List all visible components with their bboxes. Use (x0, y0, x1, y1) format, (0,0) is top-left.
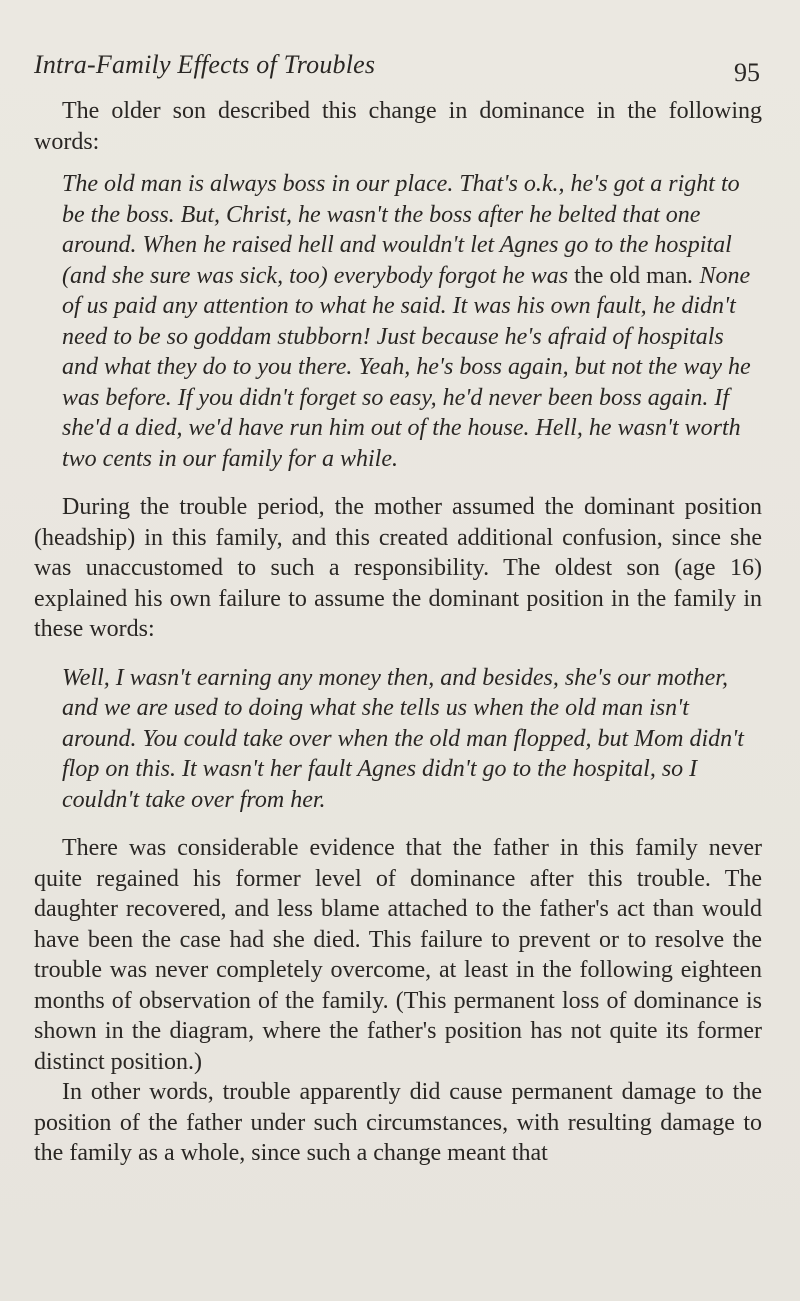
spacer (34, 815, 762, 833)
paragraph-conclusion: In other words, trouble apparently did cause permanent damage to the position of the father under such circumstances, with resulting damage to the family as a whole, since such a change meant that (34, 1079, 762, 1166)
page-number: 95 (734, 58, 760, 87)
body-text (34, 96, 762, 1169)
spacer (34, 157, 762, 169)
spacer (34, 474, 762, 492)
paragraph-intro: The older son described this change in dominance in the following words: (34, 98, 762, 155)
quote-oldest-son: Well, I wasn't earning any money then, and besides, she's our mother, and we are used to doing what she tells us when the old man isn't around. You could take over when the old man flopped, but Mom didn't flop on this. It wasn't her fault Agnes didn't go to the hospital, so I couldn't take over from her. (62, 664, 744, 813)
quote-older-son (34, 169, 762, 474)
paragraph-trouble-period: During the trouble period, the mother assumed the dominant position (headship) in this family, and this created additional confusion, since she was unaccustomed to such a responsibility. The oldest son (age 16) explained his own failure to assume the dominant position in the family in these words: (34, 494, 762, 642)
spacer (34, 645, 762, 663)
quote-older-son-roman-phrase: the old man (574, 262, 688, 289)
chapter-title: Intra-Family Effects of Troubles (34, 50, 376, 79)
running-head (34, 50, 762, 90)
quote-older-son-part-1: The old man is always boss in our place. That's o.k., he's got a right to be the boss. But, Christ, he wasn't the boss after he belted that one around. When he raised hell and wouldn't let Agnes go to the hospital (and she sure was sick, too) everybody forgot he was (62, 171, 740, 289)
quote-older-son-part-2: . None of us paid any attention to what he said. It was his own fault, he didn't need to be so goddam stubborn! Just because he's afraid of hospitals and what they do to you there. Yeah, he's boss again, but not the way he was before. If you didn't forget so easy, he'd never been boss again. If she'd a died, we'd have run him out of the house. Hell, he wasn't worth two cents in our family for a while. (62, 262, 751, 472)
paragraph-evidence: There was considerable evidence that the father in this family never quite regained his former level of dominance after this trouble. The daughter recovered, and less blame attached to the father's act than would have been the case had she died. This failure to prevent or to resolve the trouble was never completely overcome, at least in the following eighteen months of observation of the family. (This permanent loss of dominance is shown in the diagram, where the father's position has not quite its former distinct position.) (34, 835, 762, 1075)
